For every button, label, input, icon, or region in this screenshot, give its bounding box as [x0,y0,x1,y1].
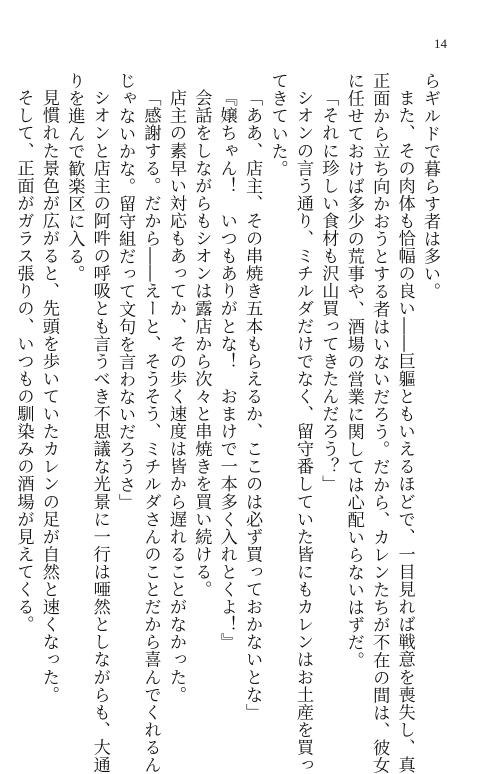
text-line-14: シオンと店主の阿吽の呼吸とも言うべき不思議な光景に一行は唖然としながらも、大通 [89,89,110,774]
text-line-16: 見慣れた景色が広がると、先頭を歩いていたカレンの足が自然と速くなった。 [38,89,59,704]
text-line-4: に任せておけば多少の荒事や、酒場の営業に関しては心配いらないはずだ。 [343,72,364,669]
text-line-9: 『嬢ちゃん！ いつもありがとな！ おまけで一本多く入れとくよ！』 [216,89,237,651]
text-line-10: 会話をしながらもシオンは露店から次々と串焼きを買い続ける。 [191,89,212,599]
text-line-13: じゃないかな。留守組だって文句を言わないだろうさ」 [115,72,136,511]
text-line-2: また、その肉体も恰幅の良い――巨軀ともいえるほどで、一目見れば戦意を喪失し、真 [394,89,415,774]
text-line-6: シオンの言う通り、ミチルダだけでなく、留守番していた皆にもカレンはお土産を買っ [292,89,313,774]
text-line-17: そして、正面がガラス張りの、いつもの馴染みの酒場が見えてくる。 [13,89,34,634]
text-line-15: りを進んで歓楽区に入る。 [64,72,85,283]
text-line-3: 正面から立ち向かおうとする者はいないだろう。だから、カレンたちが不在の間は、彼女 [369,72,390,774]
text-line-7: てきていた。 [267,72,288,178]
text-line-8: 「ああ、店主、その串焼き五本もらえるか、ここのは必ず買っておかないとな」 [242,89,263,721]
page-number: 14 [434,36,447,51]
body-text [13,72,442,774]
text-line-12: 「感謝する。だから――えーと、そうそう、ミチルダさんのことだから喜んでくれるん [140,89,161,774]
text-line-5: 「それに珍しい食材も沢山買ってきたんだろう？」 [318,89,339,493]
text-line-11: 店主の素早い対応もあってか、その歩く速度は皆から遅れることがなかった。 [165,89,186,704]
text-line-1: らギルドで暮らす者は多い。 [420,72,440,301]
